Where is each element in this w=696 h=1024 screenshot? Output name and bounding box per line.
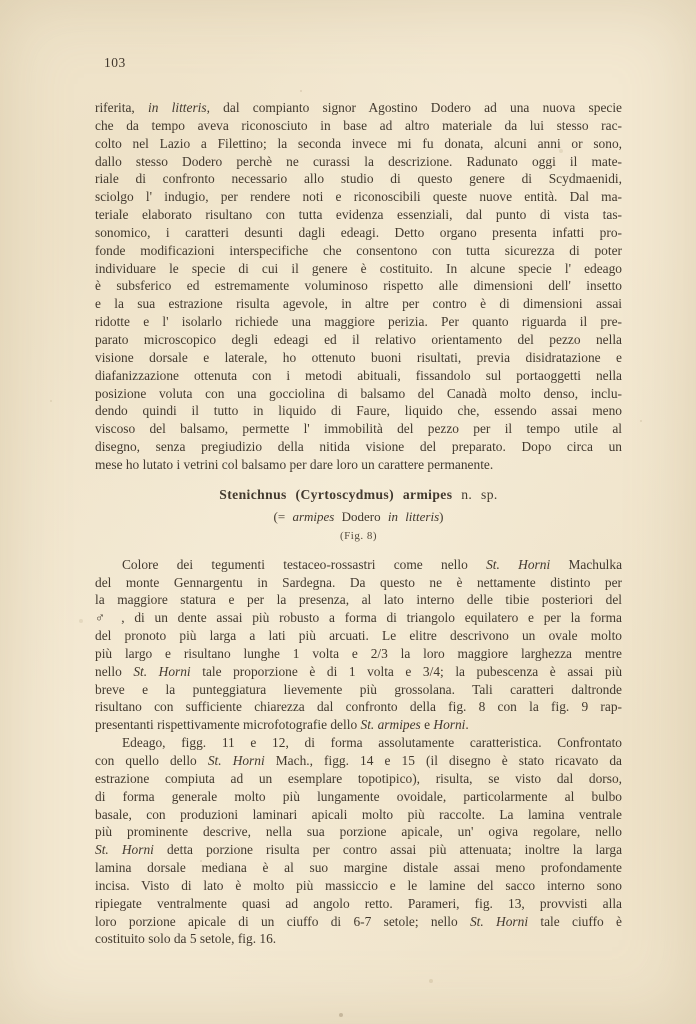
paragraph-description bbox=[95, 556, 622, 734]
text-block bbox=[95, 99, 622, 948]
species-synonym: (= armipes Dodero in litteris) bbox=[273, 508, 444, 524]
species-title-rank: n. sp. bbox=[452, 486, 498, 502]
species-title bbox=[95, 486, 622, 504]
text-line: fonde modificazioni interspecifiche che consentono con tutta sicurezza di poter bbox=[95, 242, 622, 258]
text-line: riferita, in litteris, dal compianto signor Agostino Dodero ad una nuova specie bbox=[95, 100, 622, 115]
page-number: 103 bbox=[104, 55, 126, 70]
text-line: colto nel Lazio a Filettino; la seconda invece mi fu donata, alcuni anni or sono, bbox=[95, 135, 622, 151]
text-line: di forma generale molto più lungamente ovoidale, particolarmente al bulbo bbox=[95, 788, 622, 804]
text-line: costituito solo da 5 setole, fig. 16. bbox=[95, 931, 277, 947]
text-line: incisa. Visto di lato è molto più massiccio e le lamine del sacco interno sono bbox=[95, 877, 622, 893]
text-line: basale, con produzioni laminari apicali molto più raccolte. La lamina ventrale bbox=[95, 806, 622, 822]
text-line: breve e la punteggiatura lievemente più grossolana. Tali caratteri daltronde bbox=[95, 681, 622, 697]
text-line: parato microscopico degli edeagi ed il relativo orientamento del pezzo nella bbox=[95, 331, 622, 347]
figure-reference: (Fig. 8) bbox=[340, 529, 377, 542]
text-line: sciolgo l' indugio, per rendere noti e riconoscibili queste nuove entità. Dal ma- bbox=[95, 189, 622, 205]
text-line: più prominente descrive, nella sua porzione apicale, un' ogiva regolare, nello bbox=[95, 824, 622, 840]
text-line: ridotte e l' isolarlo richiede una maggiore perizia. Per quanto riguarda il pre- bbox=[95, 314, 622, 330]
text-line: visione dorsale e laterale, ho ottenuto buoni risultati, previa disidratazione e bbox=[95, 349, 622, 365]
text-line: nello St. Horni tale proporzione è di 1 volta e 3/4; la pubescenza è assai più bbox=[95, 663, 622, 679]
text-line: posizione voluta con una gocciolina di balsamo del Canadà molto denso, inclu- bbox=[95, 385, 622, 401]
text-line: e la sua estrazione risulta agevole, in altre per contro è di dimensioni assai bbox=[95, 296, 622, 312]
text-line: estrazione compiuta ad un esemplare topotipico), risulta, se visto dal dorso, bbox=[95, 770, 622, 786]
species-title-bold: Stenichnus (Cyrtoscydmus) armipes bbox=[219, 486, 453, 502]
paragraph-introduction bbox=[95, 99, 622, 474]
text-line: con quello dello St. Horni Mach., figg. 14 e 15 (il disegno è stato ricavato da bbox=[95, 753, 622, 768]
text-line: Colore dei tegumenti testaceo-rossastri come nello St. Horni Machulka bbox=[122, 556, 622, 572]
text-line: St. Horni detta porzione risulta per contro assai più attenuata; inoltre la larga bbox=[95, 842, 622, 858]
text-line: individuare le specie di cui il genere è costituito. In alcune specie l' edeago bbox=[95, 260, 622, 276]
paragraph-aedeagus bbox=[95, 734, 622, 948]
species-heading bbox=[95, 486, 622, 543]
text-line: presentanti rispettivamente microfotografie dello St. armipes e Horni. bbox=[95, 717, 469, 733]
text-line: Edeago, figg. 11 e 12, di forma assolutamente caratteristica. Confrontato bbox=[122, 735, 622, 751]
text-line: dendo quindi il tutto in liquido di Faure, liquido che, essendo assai meno bbox=[95, 403, 622, 419]
text-line: risultano con sufficiente chiarezza dal confronto della fig. 8 con la fig. 9 rap- bbox=[95, 699, 622, 715]
text-line: ♂ , di un dente assai più robusto a forma di triangolo equilatero e per la forma bbox=[95, 610, 622, 626]
text-line: disegno, senza pregiudizio della nitida visione del preparato. Dopo circa un bbox=[95, 439, 622, 455]
text-line: loro porzione apicale di un ciuffo di 6-7 setole; nello St. Horni tale ciuffo è bbox=[95, 913, 622, 929]
text-line: viscoso del balsamo, permette l' immobilità del pezzo per il tempo utile al bbox=[95, 421, 622, 437]
text-line: è subsferico ed estremamente voluminoso rispetto alle dimensioni dell' insetto bbox=[95, 278, 622, 294]
text-line: che da tempo aveva riconosciuto in base ad altro materiale da lui stesso rac- bbox=[95, 117, 622, 133]
text-line: teriale elaborato risultano con tutta evidenza essenziali, dal punto di vista tas- bbox=[95, 207, 622, 223]
paper-speckles bbox=[0, 0, 2, 2]
text-line: lamina dorsale mediana è al suo margine distale assai meno profondamente bbox=[95, 860, 622, 876]
text-line: del monte Gennargentu in Sardegna. Da questo ne è nettamente distinto per bbox=[95, 574, 622, 590]
text-line: del pronoto più larga a lati più arcuati. Le elitre descrivono un ovale molto bbox=[95, 628, 622, 644]
text-line: sonomico, i caratteri desunti dagli edeagi. Detto organo presenta infatti pro- bbox=[95, 224, 622, 240]
text-line: dallo stesso Dodero perchè ne curassi la descrizione. Radunato oggi il mate- bbox=[95, 153, 622, 169]
text-line: più largo e risultano lunghe 1 volta e 2/3 la loro maggiore larghezza mentre bbox=[95, 645, 622, 661]
text-line: la maggiore statura e per la presenza, al lato interno delle tibie posteriori del bbox=[95, 592, 622, 608]
text-line: riale di confronto necessario allo studio di questo genere di Scydmaenidi, bbox=[95, 171, 622, 187]
text-line: ripiegate ventralmente quasi ad angolo retto. Parameri, fig. 13, provvisti alla bbox=[95, 895, 622, 911]
text-line: diafanizzazione ottenuta con i metodi abituali, fissandolo sul portaoggetti nella bbox=[95, 367, 622, 383]
text-line: mese ho lutato i vetrini col balsamo per dare loro un carattere permanente. bbox=[95, 456, 494, 472]
